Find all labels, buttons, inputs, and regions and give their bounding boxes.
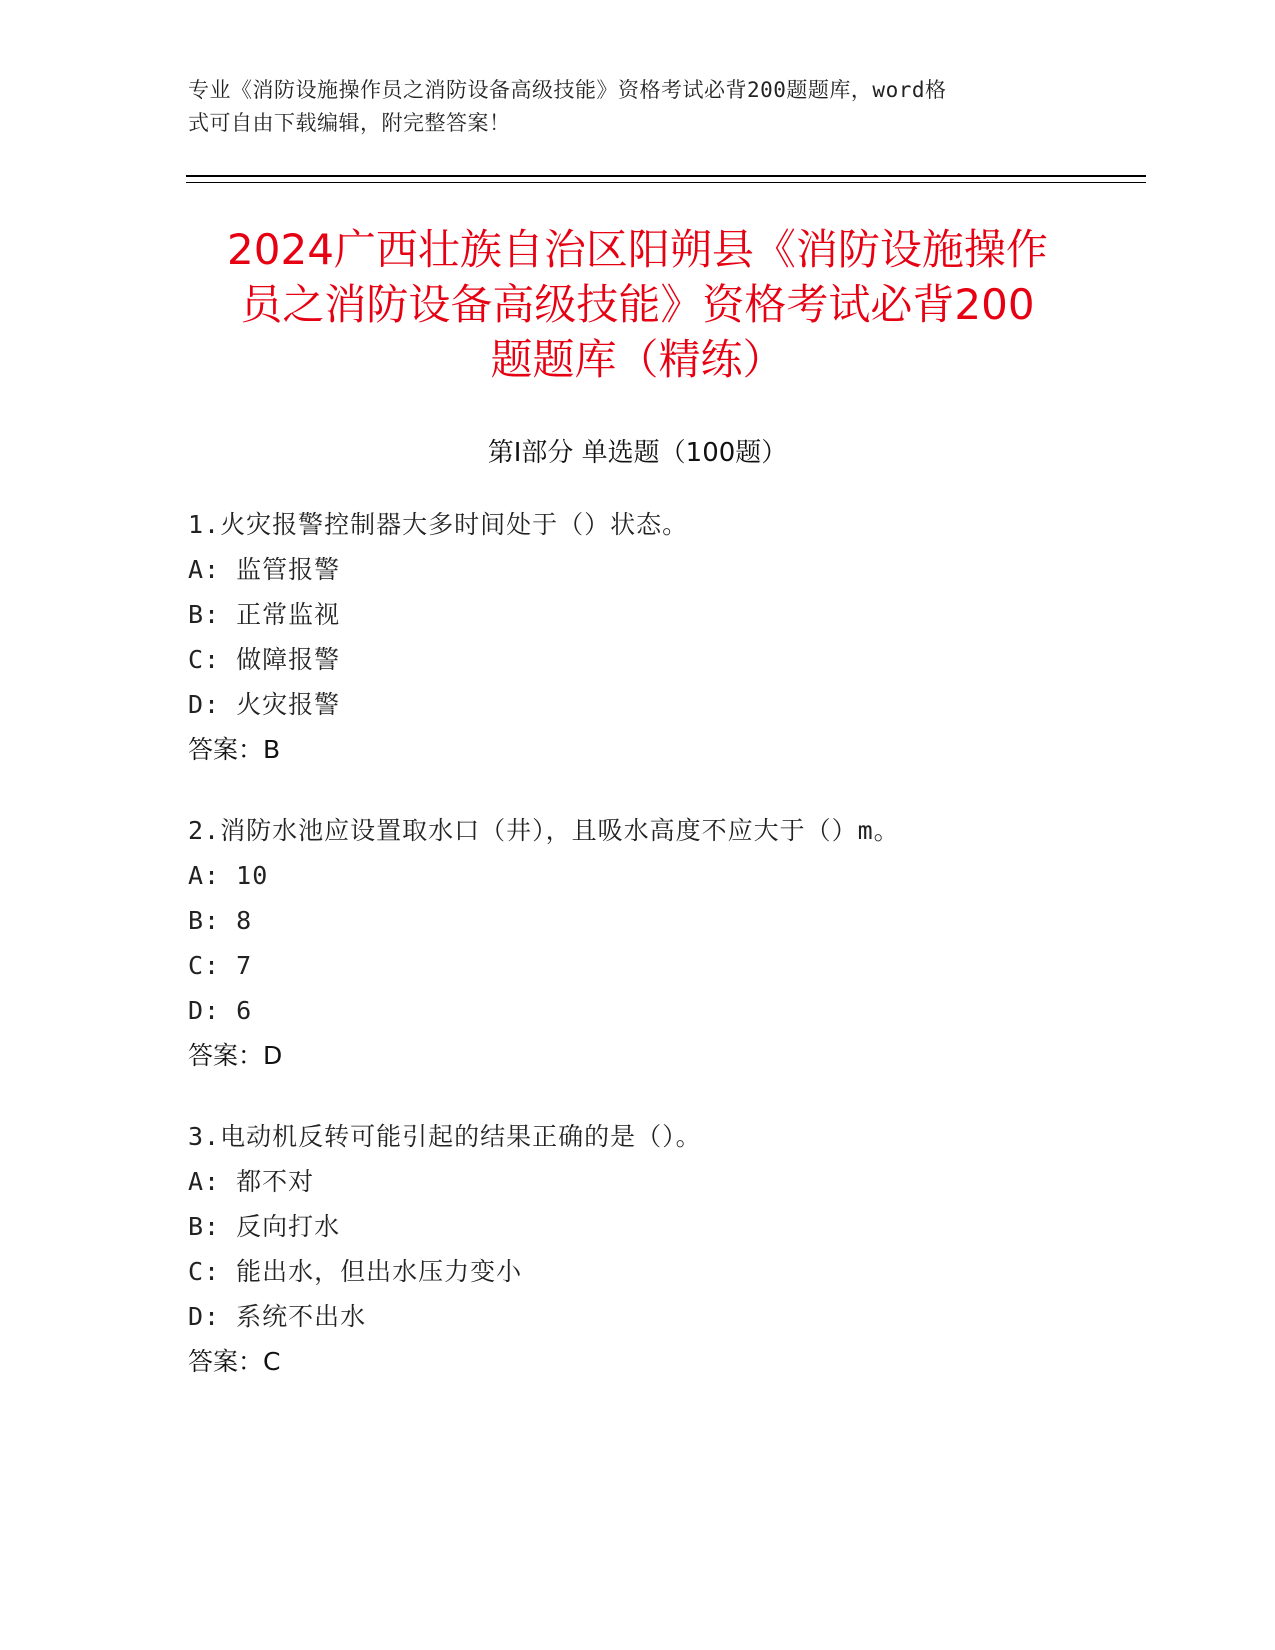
question-option-a: A: 都不对 (188, 1167, 315, 1196)
header-note-line-1: 专业《消防设施操作员之消防设备高级技能》资格考试必背200题题库，word格 (188, 78, 947, 102)
question-2 (188, 808, 1148, 1078)
question-option-c: C: 能出水，但出水压力变小 (188, 1257, 523, 1286)
question-answer: 答案：B (188, 735, 281, 764)
question-answer: 答案：C (188, 1347, 281, 1376)
question-option-c: C: 7 (188, 951, 253, 980)
document-title-line-1: 2024广西壮族自治区阳朔县《消防设施操作 (227, 225, 1048, 274)
question-3 (188, 1114, 1148, 1384)
question-answer: 答案：D (188, 1041, 283, 1070)
header-divider-thick (186, 175, 1146, 177)
header-divider-thin (186, 182, 1146, 183)
question-option-b: B: 正常监视 (188, 600, 341, 629)
question-option-b: B: 8 (188, 906, 253, 935)
question-1 (188, 502, 1148, 772)
header-note-line-2: 式可自由下载编辑，附完整答案！ (188, 111, 511, 135)
document-title-line-3: 题题库（精练） (490, 335, 785, 384)
question-option-a: A: 监管报警 (188, 555, 341, 584)
header-note (188, 74, 1088, 140)
question-stem: 3.电动机反转可能引起的结果正确的是（）。 (188, 1122, 702, 1151)
question-option-d: D: 6 (188, 996, 253, 1025)
question-option-b: B: 反向打水 (188, 1212, 341, 1241)
document-title-line-2: 员之消防设备高级技能》资格考试必背200 (240, 280, 1035, 329)
section-heading: 第Ⅰ部分 单选题（100题） (487, 438, 788, 468)
question-option-d: D: 火灾报警 (188, 690, 341, 719)
question-option-a: A: 10 (188, 861, 269, 890)
document-title (160, 222, 1115, 387)
question-option-c: C: 做障报警 (188, 645, 341, 674)
question-option-d: D: 系统不出水 (188, 1302, 367, 1331)
question-stem: 1.火灾报警控制器大多时间处于（）状态。 (188, 510, 689, 539)
question-stem: 2.消防水池应设置取水口（井），且吸水高度不应大于（）m。 (188, 816, 900, 845)
